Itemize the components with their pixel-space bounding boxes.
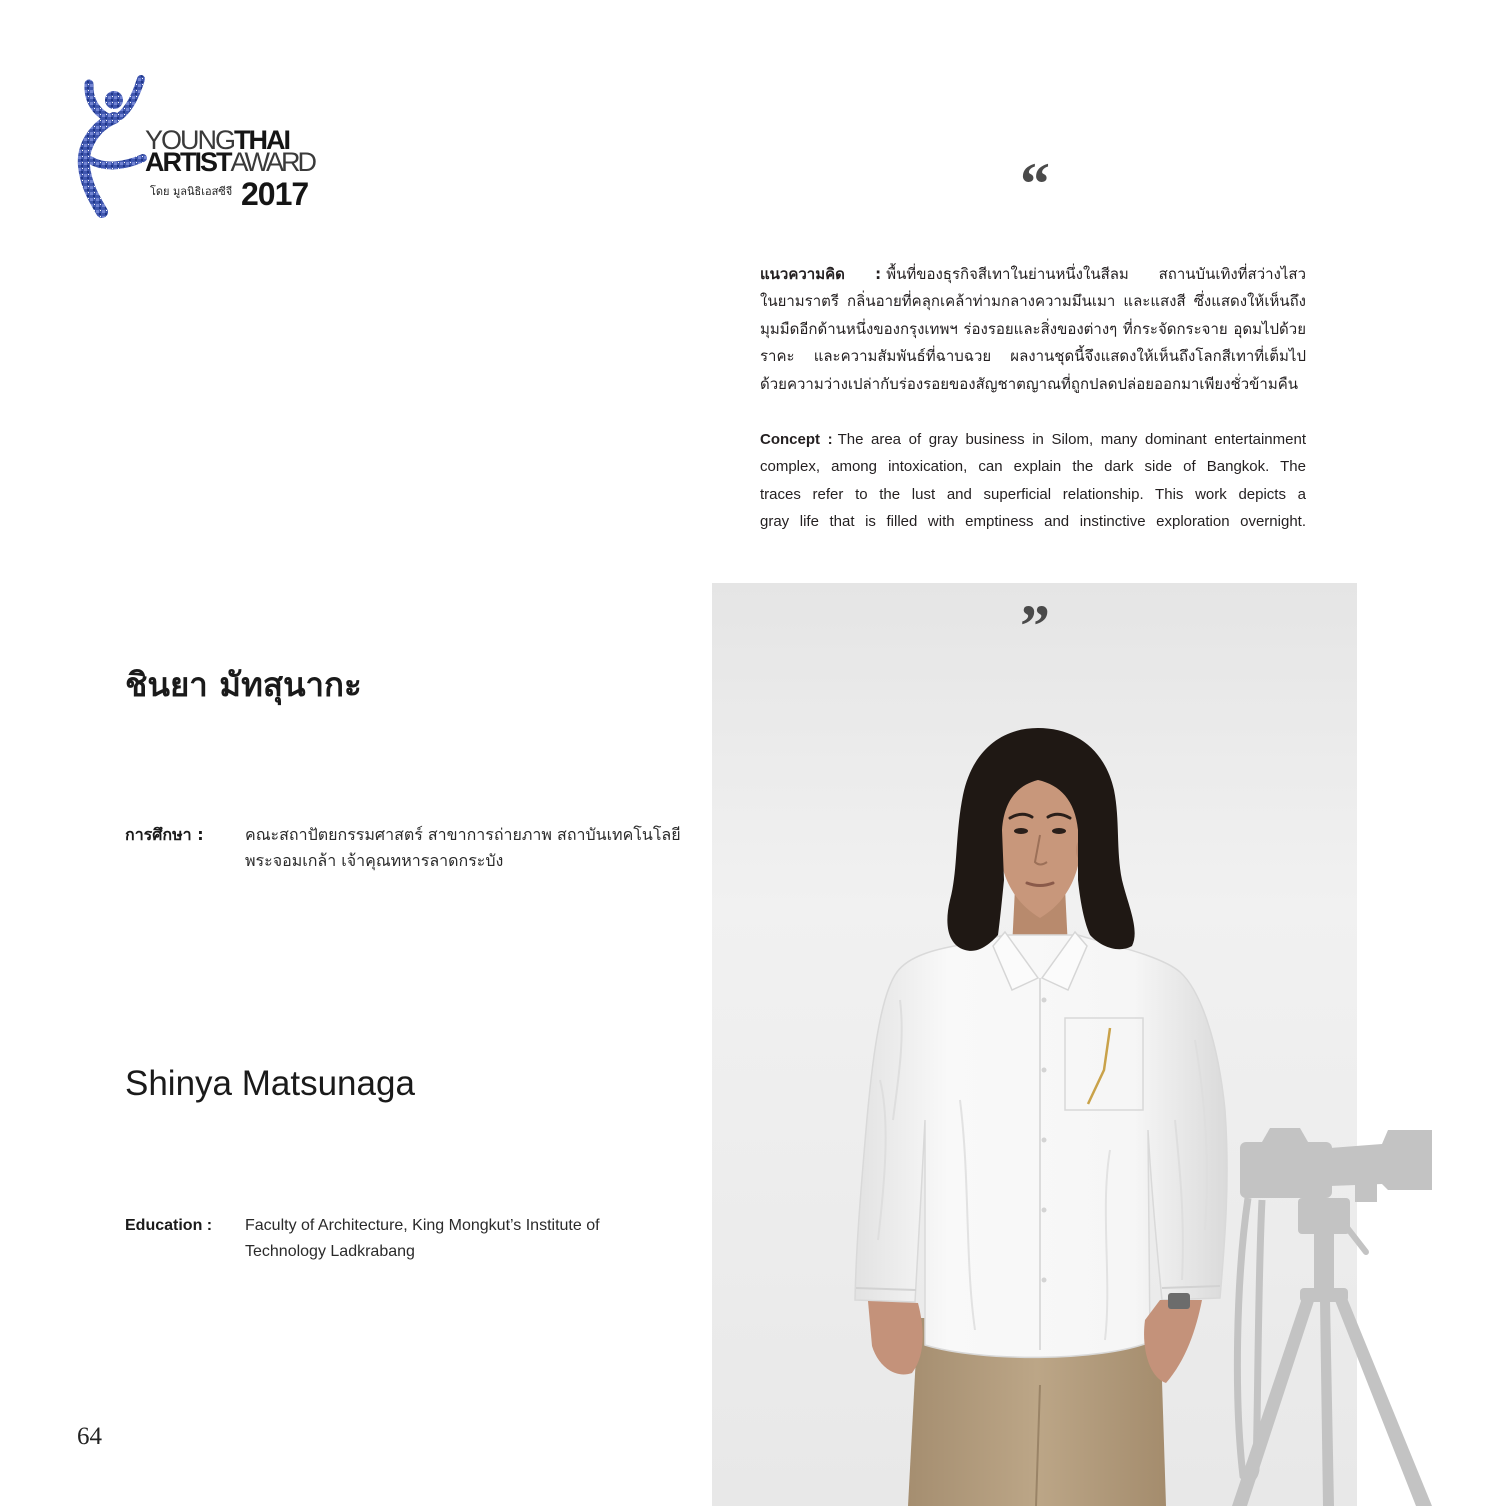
education-english-line: Technology Ladkrabang [245,1242,415,1260]
logo-line-artist-award [145,149,314,176]
concept-english-text: The area of gray business in Silom, many dominant entertainment [837,431,1306,448]
concept-english-line: gray life that is filled with emptiness and instinctive exploration overnight. [760,513,1306,531]
logo-word-young: YOUNG [145,125,235,155]
close-quote-mark: ” [1020,593,1050,659]
logo-word-thai: THAI [234,125,290,155]
education-english [245,1213,685,1264]
concept-english [760,426,1306,536]
concept-thai-line: ราคะ และความสัมพันธ์ที่ฉาบฉวย ผลงานชุดนี้จึงแสดงให้เห็นถึงโลกสีเทาที่เต็มไป [760,347,1306,366]
concept-thai-line: มุมมืดอีกด้านหนึ่งของกรุงเทพฯ ร่องรอยและสิ่งของต่างๆ ที่กระจัดกระจาย อุดมไปด้วย [760,319,1306,338]
concept-thai-line [760,261,1306,288]
page-number: 64 [77,1423,102,1450]
education-thai-line: พระจอมเกล้า เจ้าคุณทหารลาดกระบัง [245,851,504,870]
concept-english-line: complex, among intoxication, can explain the dark side of Bangkok. The [760,458,1306,476]
concept-thai-line: ในยามราตรี กลิ่นอายที่คลุกเคล้าท่ามกลางความมึนเมา และแสงสี ซึ่งแสดงให้เห็นถึง [760,292,1306,311]
logo-year: 2017 [241,176,309,212]
education-thai-line: คณะสถาปัตยกรรมศาสตร์ สาขาการถ่ายภาพ สถาบันเทคโนโลยี [245,825,681,844]
logo-word-artist: ARTIST [145,147,231,177]
education-thai [245,822,685,874]
logo-sponsor: โดย มูลนิธิเอสซีจี [150,185,233,198]
open-quote-mark: “ [1020,151,1050,217]
concept-thai-label: แนวความคิด : [760,265,882,283]
concept-thai [760,261,1306,398]
artist-name-thai: ชินยา มัทสุนากะ [125,665,362,704]
concept-english-label: Concept : [760,431,833,448]
artist-name-english: Shinya Matsunaga [125,1064,415,1103]
artist-portrait-photo [712,583,1440,1506]
education-english-label: Education : [125,1217,213,1234]
concept-thai-text: พื้นที่ของธุรกิจสีเทาในย่านหนึ่งในสีลม สถานบันเทิงที่สว่างไสว [886,265,1306,283]
concept-thai-line: ด้วยความว่างเปล่ากับร่องรอยของสัญชาตญาณที่ถูกปลดปล่อยออกมาเพียงชั่วข้ามคืน [760,374,1299,393]
education-english-line: Faculty of Architecture, King Mongkut’s Institute of [245,1217,600,1234]
concept-english-line: traces refer to the lust and superficial relationship. This work depicts a [760,485,1306,503]
concept-english-line [760,426,1306,453]
education-thai-label: การศึกษา : [125,825,204,844]
logo-word-award: AWARD [230,147,314,177]
